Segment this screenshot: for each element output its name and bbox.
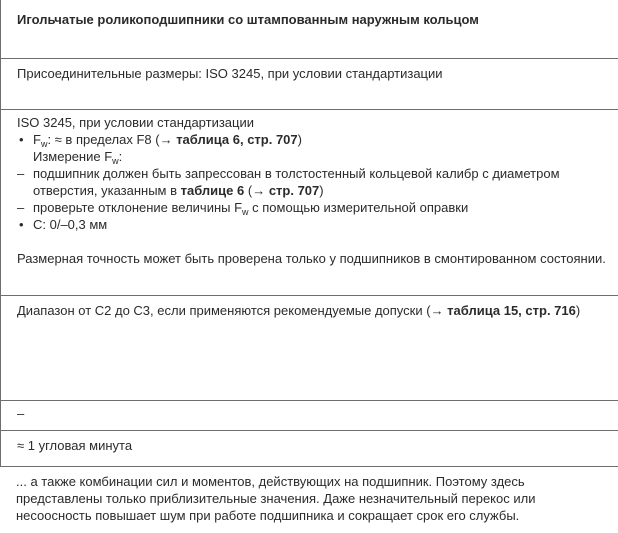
fw-reference-link[interactable]: таблица 6, стр. 707	[172, 132, 298, 147]
press-fit-text: подшипник должен быть запрессован в толстостенный кольцевой калибр с диаметром отверстия, указанным в	[33, 166, 560, 198]
row-empty-value	[0, 401, 618, 430]
row-clearance	[0, 296, 618, 400]
clearance-text	[17, 302, 612, 319]
accuracy-note: Размерная точность может быть проверена только у подшипников в смонтированном состоянии.	[17, 251, 606, 266]
table-6-link[interactable]: таблице 6	[180, 183, 245, 198]
fw-text: : ≈ в пределах F8 (	[47, 132, 160, 147]
list-item-press-fit	[17, 165, 612, 199]
mandrel-subscript: w	[242, 207, 249, 217]
tolerance-list	[17, 131, 612, 165]
arrow-icon: →	[252, 183, 266, 198]
footer-note: ... а также комбинации сил и моментов, действующих на подшипник. Поэтому здесь представлены только приблизительные значения. Даже незначительный перекос или несоосность повышает шум при работе подшипника и сокращает срок его службы.	[16, 474, 536, 523]
tolerance-intro: ISO 3245, при условии стандартизации	[17, 115, 255, 130]
arrow-icon: →	[159, 132, 173, 147]
mandrel-text-b: с помощью измерительной оправки	[248, 200, 469, 215]
row-misalignment	[0, 431, 618, 467]
clearance-main: Диапазон от C2 до C3, если применяются рекомендуемые допуски (	[17, 303, 431, 318]
fw-subscript: w	[40, 139, 48, 149]
table-title: Игольчатые роликоподшипники со штампованным наружным кольцом	[17, 12, 479, 27]
list-item-fw	[17, 131, 612, 165]
divider	[0, 466, 618, 467]
measurement-heading	[33, 148, 612, 165]
page-707-link[interactable]: стр. 707	[265, 183, 320, 198]
misalignment-text: ≈ 1 угловая минута	[17, 438, 133, 453]
row-title	[0, 0, 618, 59]
empty-value: –	[17, 406, 25, 421]
row-connecting-dimensions	[0, 59, 618, 109]
connecting-dimensions-text: Присоединительные размеры: ISO 3245, при условии стандартизации	[17, 66, 443, 81]
tolerance-list-c	[17, 216, 612, 233]
arrow-icon: →	[430, 303, 444, 318]
table-15-link[interactable]: таблица 15, стр. 716	[443, 303, 576, 318]
list-item-c: • C: 0/–0,3 мм	[17, 216, 612, 233]
measurement-steps	[17, 165, 612, 216]
tolerances-block	[17, 114, 612, 267]
list-item-mandrel-check	[17, 199, 612, 216]
press-fit-open: (	[244, 183, 253, 198]
fw-prefix: F	[33, 132, 41, 147]
measurement-subscript: w	[112, 156, 119, 166]
measurement-prefix: Измерение F	[33, 149, 113, 164]
mandrel-text-a: проверьте отклонение величины F	[33, 200, 243, 215]
fw-close: )	[297, 132, 302, 147]
row-tolerances	[0, 110, 618, 295]
measurement-suffix: :	[118, 149, 123, 164]
press-fit-close: )	[319, 183, 324, 198]
clearance-close: )	[575, 303, 581, 318]
